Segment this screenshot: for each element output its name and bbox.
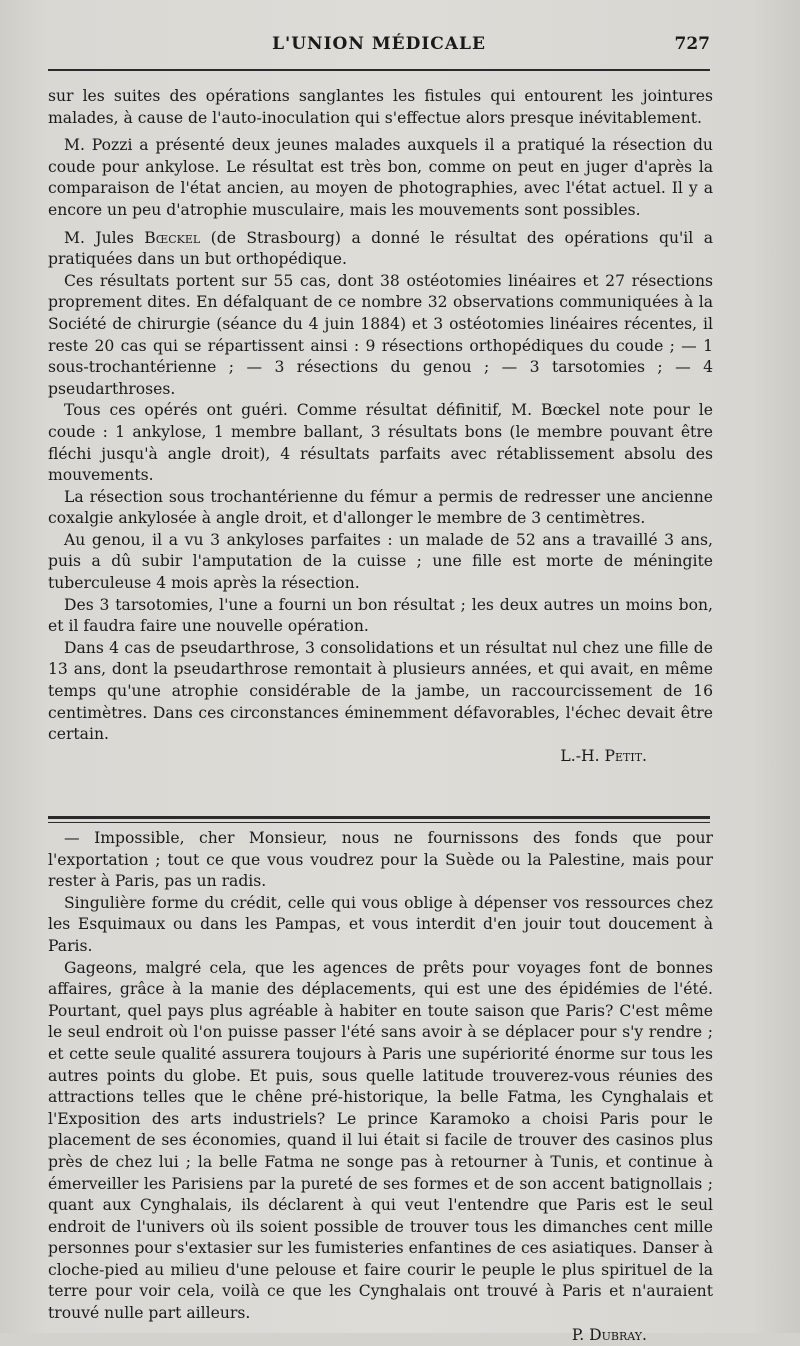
paragraph: Gageons, malgré cela, que les agences de prêts pour voyages font de bonnes affaires, grâce à la manie des déplacements, qui est une des épidémies de l'été. Pourtant, quel pays plus agréable à habiter en toute saison que Paris? C'est même le seul endroit où l'on puisse passer l'été sans avoir à se déplacer pour s'y rendre ; et cette seule qualité assurera toujours à Paris une supériorité énorme sur tous les autres points du globe. Et puis, sous quelle latitude trouverez-vous réunies des attractions telles que le chêne pré-historique, la belle Fatma, les Cynghalais et l'Exposition des arts industriels? Le prince Karamoko a choisi Paris pour le placement de ses économies, quand il lui était si facile de trouver des casinos plus près de chez lui ; la belle Fatma ne songe pas à retourner à Tunis, et continue à émerveiller les Parisiens par la pureté de ses formes et de son accent batignollais ; quant aux Cynghalais, ils déclarent à qui veut l'entendre que Paris est le seul endroit de l'univers où ils soient possible de trouver tous les dimanches cent mille personnes pour s'extasier sur les fumisteries enfantines de ces asiatiques. Danser à cloche-pied au milieu d'une pelouse et faire courir le peuple le plus spirituel de la terre pour voir cela, voilà ce que les Cynghalais ont trouvé à Paris et n'auraient trouvé nulle part ailleurs.	[48, 958, 713, 1323]
paragraph: La résection sous trochantérienne du fémur a permis de redresser une ancienne coxalgie ankylosée à angle droit, et d'allonger le membre de 3 centimètres.	[48, 487, 713, 528]
paragraph: Dans 4 cas de pseudarthrose, 3 consolidations et un résultat nul chez une fille de 13 ans, dont la pseudarthrose remontait à plusieurs années, et qui avait, en même temps qu'une atrophie considérable de la jambe, un raccourcissement de 16 centimètres. Dans ces circonstances éminemment défavorables, l'échec devait être certain.	[48, 638, 713, 744]
section-divider-thin	[48, 822, 710, 823]
running-title: L'UNION MÉDICALE	[272, 34, 486, 54]
author-name: M. Pozzi	[64, 136, 133, 155]
author-name: Bœckel	[144, 228, 201, 247]
paragraph-boeckel	[48, 228, 713, 271]
paragraph-text: M. Jules	[64, 228, 145, 247]
paragraph: Ces résultats portent sur 55 cas, dont 38 ostéotomies linéaires et 27 résections proprement dites. En défalquant de ce nombre 32 observations communiquées à la Société de chirurgie (séance du 4 juin 1884) et 3 ostéotomies linéaires récentes, il reste 20 cas qui se répartissent ainsi : 9 résections orthopédiques du coude ; — 1 sous-trochantérienne ; — 3 résections du genou ; — 3 tarsotomies ; — 4 pseudarthroses.	[48, 271, 713, 398]
paragraph: Des 3 tarsotomies, l'une a fourni un bon résultat ; les deux autres un moins bon, et il faudra faire une nouvelle opération.	[48, 595, 713, 636]
header-rule	[48, 69, 710, 71]
paragraph-text: a présenté deux jeunes malades auxquels il a pratiqué la résection du coude pour ankylose. Le résultat est très bon, comme on peut en juger d'après la comparaison de l'état ancien, au moyen de photographies, avec l'état actuel. Il y a encore un peu d'atrophie musculaire, mais les mouvements sont possibles.	[48, 136, 713, 219]
paragraph-text: (de Strasbourg) a donné le résultat des opérations qu'il a pratiquées dans un but orthopédique.	[48, 228, 713, 269]
paragraph-pozzi	[48, 135, 713, 221]
paragraph: Tous ces opérés ont guéri. Comme résultat définitif, M. Bœckel note pour le coude : 1 ankylose, 1 membre ballant, 3 résultats bons (le membre pouvant être fléchi jusqu'à angle droit), 4 résultats parfaits avec rétablissement absolu des mouvements.	[48, 401, 713, 485]
paragraph: sur les suites des opérations sanglantes les fistules qui entourent les jointures malades, à cause de l'auto-inoculation qui s'effectue alors presque inévitablement.	[48, 87, 713, 127]
paragraph: Au genou, il a vu 3 ankyloses parfaites : un malade de 52 ans a travaillé 3 ans, puis a dû subir l'amputation de la cuisse ; une fille est morte de méningite tuberculeuse 4 mois après la résection.	[48, 530, 713, 593]
paragraph: Singulière forme du crédit, celle qui vous oblige à dépenser vos ressources chez les Esquimaux ou dans les Pampas, et vous interdit d'en jouir tout doucement à Paris.	[48, 893, 713, 955]
medical-report-section	[48, 86, 713, 767]
signature: P. Dubray.	[571, 1325, 647, 1344]
page-number: 727	[674, 34, 710, 54]
signature: L.-H. Petit.	[560, 746, 647, 765]
chronicle-section	[48, 828, 713, 1346]
paragraph: — Impossible, cher Monsieur, nous ne fournissons des fonds que pour l'exportation ; tout ce que vous voudrez pour la Suède ou la Palestine, mais pour rester à Paris, pas un radis.	[48, 829, 713, 891]
section-divider	[48, 816, 710, 819]
page-header	[48, 30, 710, 60]
